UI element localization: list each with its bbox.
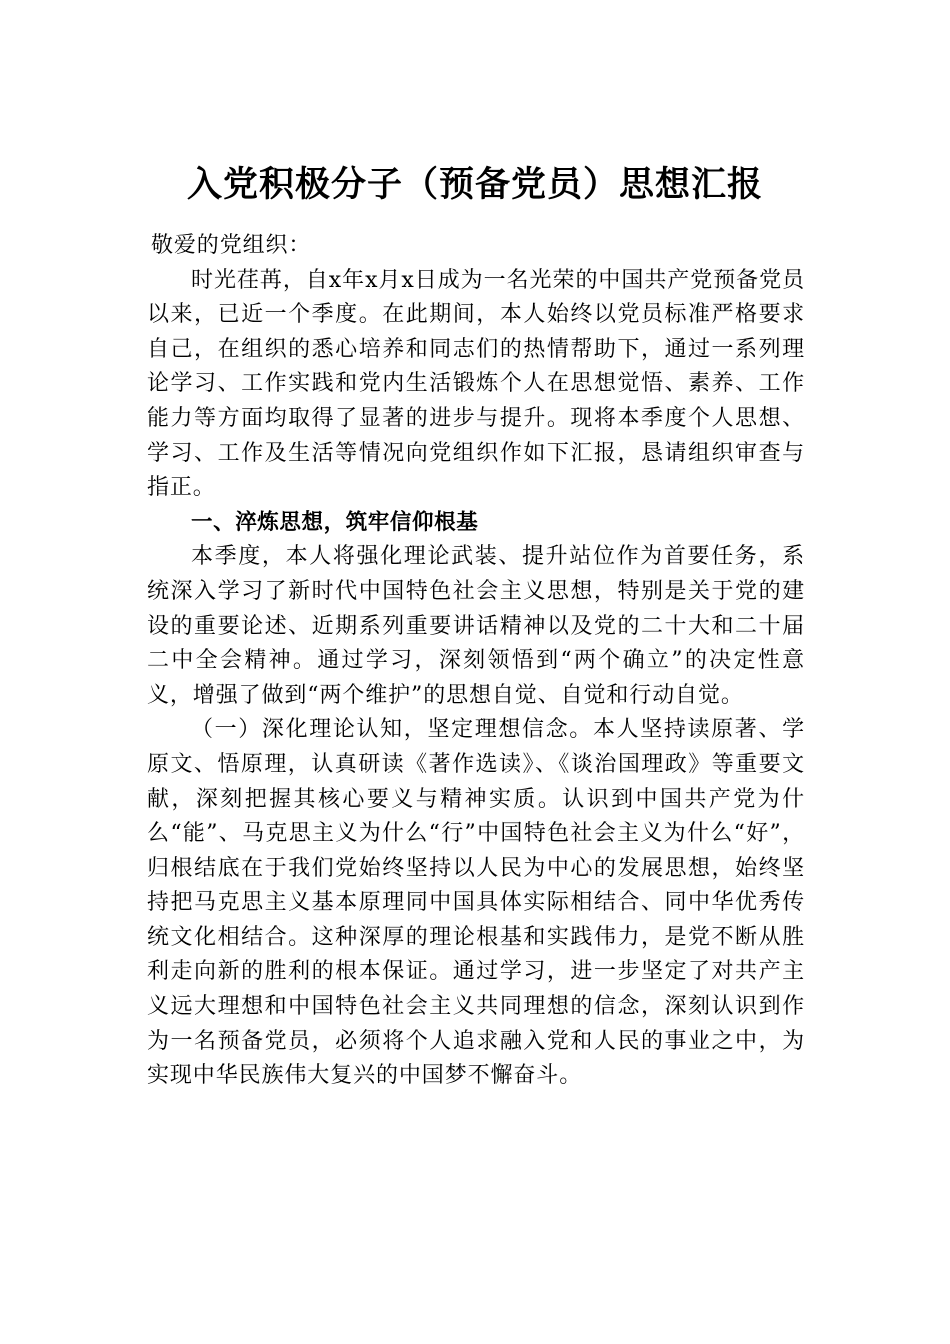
salutation: 敬爱的党组织： (151, 233, 312, 258)
section-heading: 一、淬炼思想，筑牢信仰根基 (191, 509, 479, 535)
intro-paragraph: 时光荏苒，自x年x月x日成为一名光荣的中国共产党预备党员以来，已近一个季度。在此期间，本人始终以党员标准严格要求自己，在组织的悉心培养和同志们的热情帮助下，通过一系列理论学习、工作实践和党内生活锻炼个人在思想觉悟、素养、工作能力等方面均取得了显著的进步与提升。现将本季度个人思想、学习、工作及生活等情况向党组织作如下汇报，恳请组织审查与指正。 (147, 267, 805, 501)
body-paragraph: （一）深化理论认知，坚定理想信念。本人坚持读原著、学原文、悟原理，认真研读《著作选读》、《谈治国理政》等重要文献，深刻把握其核心要义与精神实质。认识到中国共产党为什么“能”、马克思主义为什么“行”中国特色社会主义为什么“好”，归根结底在于我们党始终坚持以人民为中心的发展思想，始终坚持把马克思主义基本原理同中国具体实际相结合、同中华优秀传统文化相结合。这种深厚的理论根基和实践伟力，是党不断从胜利走向新的胜利的根本保证。通过学习，进一步坚定了对共产主义远大理想和中国特色社会主义共同理想的信念，深刻认识到作为一名预备党员，必须将个人追求融入党和人民的事业之中，为实现中华民族伟大复兴的中国梦不懈奋斗。 (147, 717, 805, 1089)
body-paragraph: 本季度，本人将强化理论武装、提升站位作为首要任务，系统深入学习了新时代中国特色社会主义思想，特别是关于党的建设的重要论述、近期系列重要讲话精神以及党的二十大和二十届二中全会精神。通过学习，深刻领悟到“两个确立”的决定性意义，增强了做到“两个维护”的思想自觉、自觉和行动自觉。 (147, 544, 805, 708)
document-title: 入党积极分子（预备党员）思想汇报 (186, 165, 763, 205)
document-body (147, 229, 805, 1094)
